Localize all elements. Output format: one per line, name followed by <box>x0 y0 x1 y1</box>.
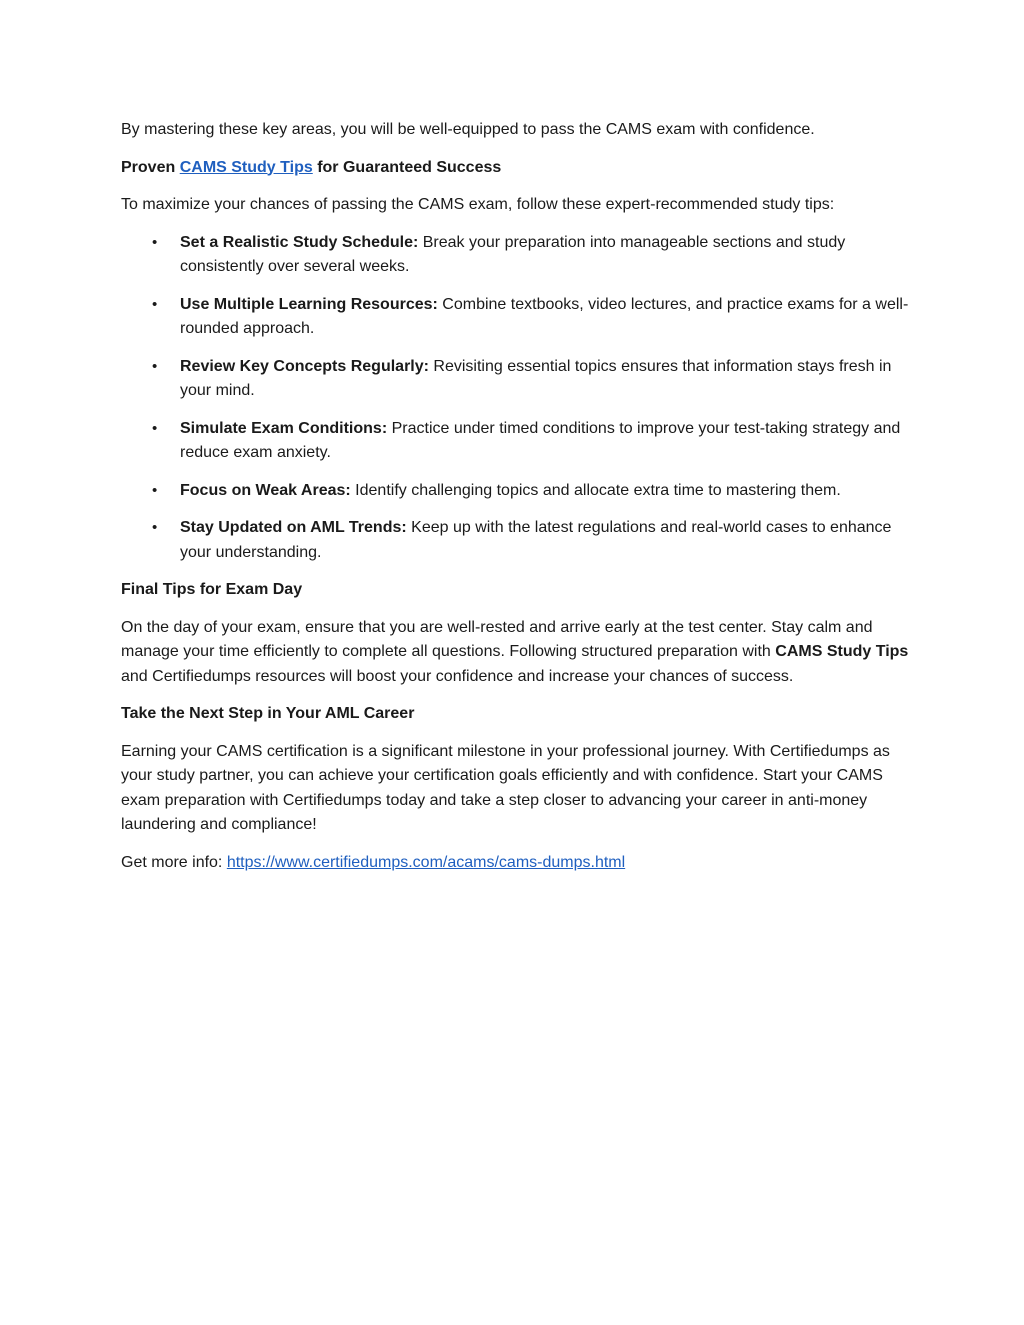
more-info-label: Get more info: <box>121 853 223 871</box>
bullet-icon: • <box>152 233 158 251</box>
final-tips-text-after: and Certifiedumps resources will boost your confidence and increase your chances of success. <box>121 667 794 685</box>
tip-text: Break your preparation into manageable sections and study consistently over several weeks. <box>180 233 846 275</box>
next-step-heading: Take the Next Step in Your AML Career <box>121 705 415 722</box>
tip-title: Focus on Weak Areas: <box>180 481 351 499</box>
tip-title: Stay Updated on AML Trends: <box>180 519 407 536</box>
bullet-icon: • <box>152 419 158 437</box>
tip-item <box>121 516 911 565</box>
tips-heading-prefix: Proven <box>121 158 176 176</box>
cams-study-tips-link[interactable]: CAMS Study Tips <box>179 158 313 176</box>
more-info-link[interactable]: https://www.certifiedumps.com/acams/cams-dumps.html <box>226 853 626 871</box>
bullet-icon: • <box>152 295 158 313</box>
bullet-icon: • <box>152 357 158 375</box>
tips-heading <box>121 156 911 181</box>
more-info-line <box>121 851 911 876</box>
tip-text: Keep up with the latest regulations and real-world cases to enhance your understanding. <box>180 519 892 561</box>
tip-title: Review Key Concepts Regularly: <box>180 357 429 375</box>
tip-text: Revisiting essential topics ensures that information stays fresh in your mind. <box>180 357 892 399</box>
final-tips-bold: CAMS Study Tips <box>775 643 909 660</box>
tip-title: Use Multiple Learning Resources: <box>180 295 438 313</box>
intro-line: By mastering these key areas, you will be well-equipped to pass the CAMS exam with confidence. <box>121 121 815 138</box>
tips-intro: To maximize your chances of passing the CAMS exam, follow these expert-recommended study tips: <box>121 196 835 213</box>
tip-item <box>121 479 911 504</box>
bullet-icon: • <box>152 519 158 536</box>
tips-list <box>121 231 911 566</box>
bullet-icon: • <box>152 481 158 499</box>
tip-title: Simulate Exam Conditions: <box>180 419 388 437</box>
tip-item <box>121 293 911 342</box>
tip-title: Set a Realistic Study Schedule: <box>180 233 419 251</box>
document-page <box>121 118 911 888</box>
final-tips-paragraph <box>121 616 911 690</box>
next-step-paragraph: Earning your CAMS certification is a significant milestone in your professional journey. With Certifiedumps as your study partner, you can achieve your certification goals efficiently and with confidence. Start your CAMS exam preparation with Certifiedumps today and take a step closer to advancing your career in anti-money laundering and compliance! <box>121 742 890 833</box>
tip-item <box>121 231 911 280</box>
tips-heading-suffix: for Guaranteed Success <box>317 158 502 176</box>
tip-text: Combine textbooks, video lectures, and practice exams for a well-rounded approach. <box>180 295 909 337</box>
tip-item <box>121 355 911 404</box>
tip-text: Identify challenging topics and allocate extra time to mastering them. <box>355 481 841 499</box>
final-tips-text-before: On the day of your exam, ensure that you are well-rested and arrive early at the test center. Stay calm and manage your time efficiently to complete all questions. Following structured preparation with <box>121 618 873 660</box>
tip-item <box>121 417 911 466</box>
final-tips-heading: Final Tips for Exam Day <box>121 581 303 598</box>
tip-text: Practice under timed conditions to improve your test-taking strategy and reduce exam anxiety. <box>180 419 901 461</box>
